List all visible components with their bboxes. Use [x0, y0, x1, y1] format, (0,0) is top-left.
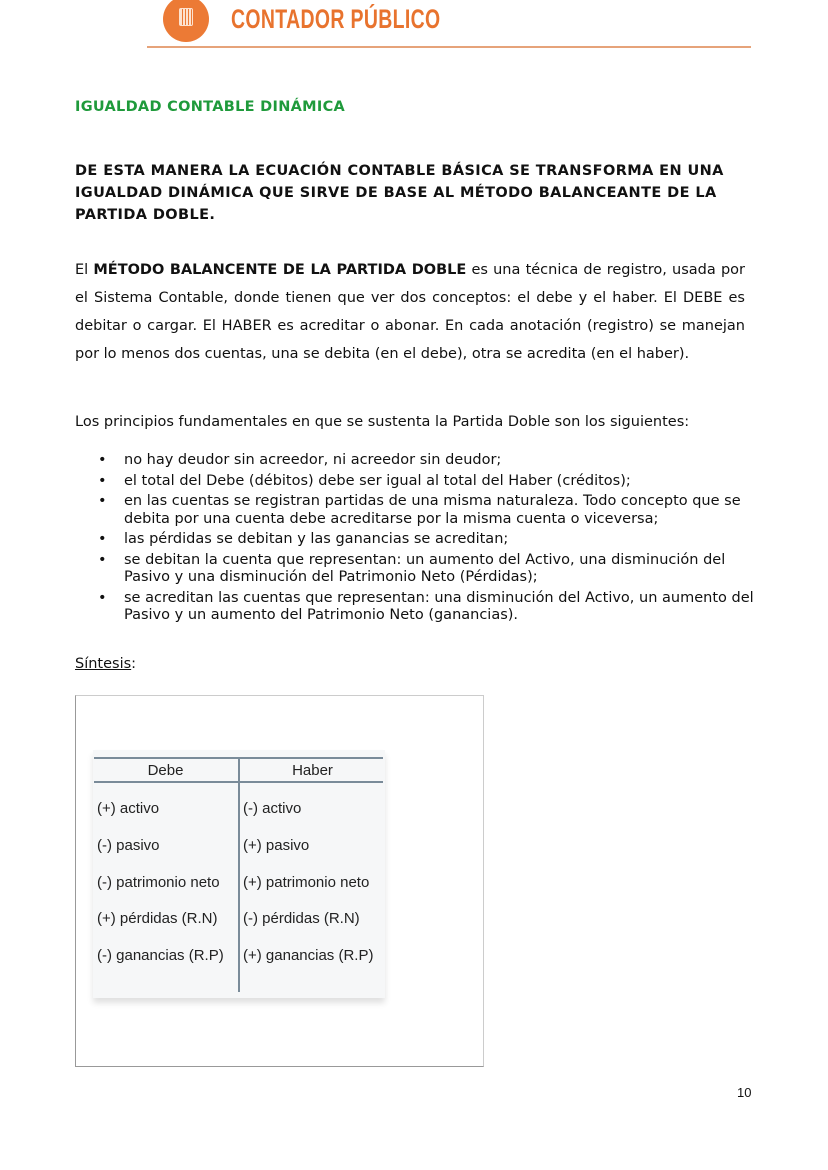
calculator-icon	[179, 8, 193, 26]
header-divider	[147, 46, 751, 48]
principles-list	[98, 452, 758, 628]
paragraph-pre: El	[75, 262, 94, 278]
debe-cell: (-) ganancias (R.P)	[97, 947, 224, 964]
haber-cell: (+) pasivo	[243, 837, 310, 854]
list-item: • el total del Debe (débitos) debe ser igual al total del Haber (créditos);	[98, 473, 758, 491]
debe-cell: (-) patrimonio neto	[97, 874, 220, 891]
t-account-table	[93, 750, 385, 998]
paragraph-post: es una técnica de registro, usada por el Sistema Contable, donde tienen que ver dos conceptos: el debe y el haber. El DEBE es debitar o cargar. El HABER es acreditar o abonar. En cada anotación (registro) se manejan por lo menos dos cuentas, una se debita (en el debe), otra se acredita (en el haber).	[75, 262, 745, 362]
debe-cell: (+) activo	[97, 800, 160, 817]
haber-cell: (+) patrimonio neto	[243, 874, 370, 891]
list-item: • no hay deudor sin acreedor, ni acreedor sin deudor;	[98, 452, 758, 470]
paragraph	[75, 256, 745, 368]
header-debe: Debe	[147, 762, 184, 779]
section-title: IGUALDAD CONTABLE DINÁMICA	[75, 99, 346, 115]
synthesis-colon: :	[131, 656, 137, 672]
synthesis-label	[75, 656, 136, 672]
debe-cell: (-) pasivo	[97, 837, 160, 854]
page-number: 10	[737, 1085, 752, 1100]
brand-title: CONTADOR PÚBLICO	[231, 4, 441, 34]
calculator-logo	[163, 0, 209, 42]
bold-heading: DE ESTA MANERA LA ECUACIÓN CONTABLE BÁSICA SE TRANSFORMA EN UNA IGUALDAD DINÁMICA QUE SIRVE DE BASE AL MÉTODO BALANCEANTE DE LA PARTIDA DOBLE.	[75, 163, 724, 223]
debe-cell: (+) pérdidas (R.N)	[97, 910, 218, 927]
principles-intro: Los principios fundamentales en que se sustenta la Partida Doble son los siguientes:	[75, 414, 690, 430]
paragraph-bold: MÉTODO BALANCENTE DE LA PARTIDA DOBLE	[93, 262, 467, 278]
haber-cell: (-) activo	[243, 800, 302, 817]
haber-cell: (+) ganancias (R.P)	[243, 947, 374, 964]
synthesis-text: Síntesis	[75, 656, 132, 672]
header-haber: Haber	[292, 762, 333, 779]
list-item: • las pérdidas se debitan y las ganancias se acreditan;	[98, 531, 758, 549]
list-item: • en las cuentas se registran partidas de una misma naturaleza. Todo concepto que se debita por una cuenta debe acreditarse por la misma cuenta o viceversa;	[98, 493, 758, 528]
list-item: • se acreditan las cuentas que representan: una disminución del Activo, un aumento del Pasivo y un aumento del Patrimonio Neto (ganancias).	[98, 590, 758, 625]
table-divider	[238, 759, 240, 992]
list-item: • se debitan la cuenta que representan: un aumento del Activo, una disminución del Pasivo y una disminución del Patrimonio Neto (Pérdidas);	[98, 552, 758, 587]
haber-cell: (-) pérdidas (R.N)	[243, 910, 360, 927]
